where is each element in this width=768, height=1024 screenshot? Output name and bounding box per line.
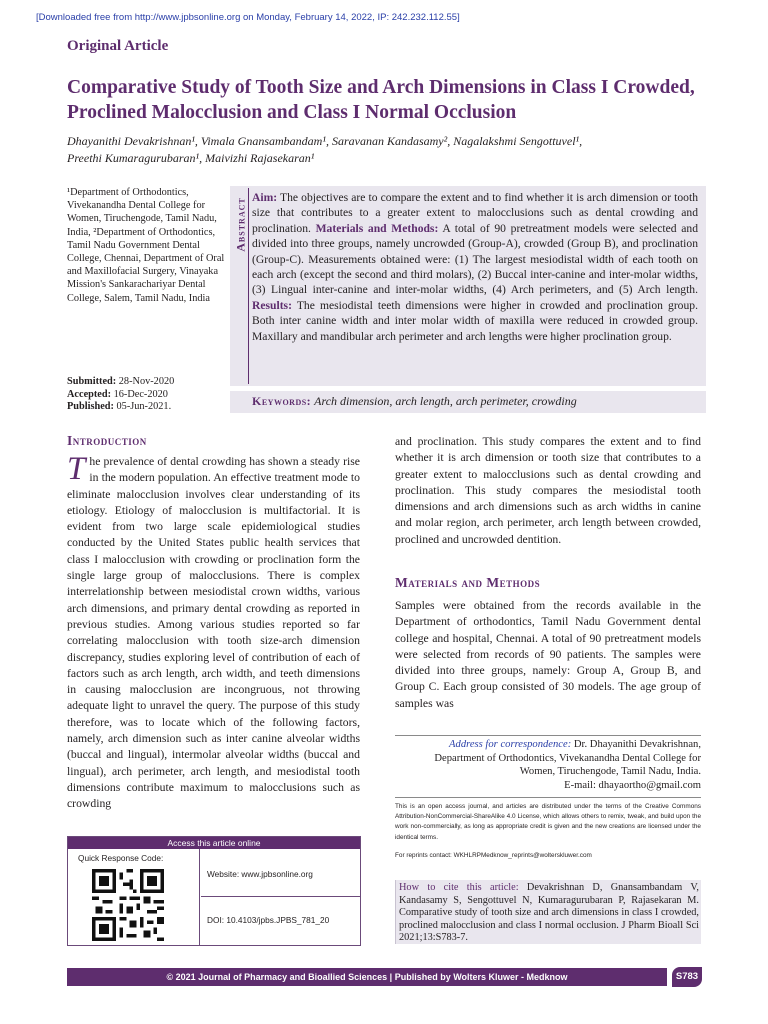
accepted-label: Accepted: [67, 388, 112, 400]
dropcap: T [67, 451, 86, 487]
qr-panel [68, 849, 200, 945]
qr-label: Quick Response Code: [78, 853, 164, 863]
correspondence [395, 735, 701, 792]
introduction-body [67, 451, 360, 813]
methods-label: Materials and Methods: [315, 221, 439, 235]
accepted-date: 16-Dec-2020 [113, 388, 168, 400]
keywords [252, 394, 577, 409]
correspondence-label: Address for correspondence: [449, 739, 572, 750]
license-notice: This is an open access journal, and articles are distributed under the terms of the Creative Commons Attribution-NonCommercial-ShareAlike 4.0 License, which allows others to remix, tweak, and build upon the work non-commercially, as long as appropriate credit is given and the new creations are licensed under the identical terms. [395, 797, 701, 843]
submitted-label: Submitted: [67, 376, 117, 387]
correspondence-line-1: Department of Orthodontics, Vivekanandha Dental College for [434, 752, 701, 764]
article-type: Original Article [67, 38, 169, 54]
results-text: The mesiodistal teeth dimensions were higher in crowded and proclination group. Both inter canine width and inter molar width of maxilla were reduced in crowded group. Maxillary and mandibular arch perimeter and arch lengths were higher proclination group. [252, 298, 698, 343]
published-date: 05-Jun-2021. [116, 401, 172, 413]
doi-panel [201, 898, 360, 945]
page-title: Comparative Study of Tooth Size and Arch Dimensions in Class I Crowded, Proclined Malocclusion and Class I Normal Occlusion [67, 77, 695, 123]
published-label: Published: [67, 401, 114, 413]
aim-label: Aim: [252, 191, 278, 204]
access-online-box [67, 836, 361, 946]
methods-text: A total of 90 pretreatment models were selected and divided into three groups, namely uncrowded (Group-A), crowded (Group B), and proclination (Group-C). Measurements obtained were: (1) The largest mesiodistal width of each tooth on each arch (except the second and third molars), (2) Buccal inter-canine and inter-molar widths, (3) Lingual inter-canine and inter-molar widths, (4) Arch perimeters, and (5) Arch length. [252, 221, 699, 297]
methods-body: Samples were obtained from the records available in the Department of orthodontics, Tamil Nadu Government dental college and hospital, Chennai. A total of 90 pretreatment models were selected from records of 90 patients. The samples were divided into three groups, namely: Group A, Group B, and Group C. Each group consisted of 30 models. The age group of samples was [395, 599, 701, 710]
aim-text: The objectives are to compare the extent and to find whether it is arch dimension or tooth size that contributes to a greater extent to malocclusions such as dental crowding and proclination. [252, 191, 698, 235]
download-notice: [Downloaded free from http://www.jpbsonline.org on Monday, February 14, 2022, IP: 242.232.112.55] [36, 12, 460, 23]
abstract-side-label: Abstract [233, 197, 248, 252]
cite-label: How to cite this article: [399, 882, 519, 893]
reprints-contact[interactable]: For reprints contact: WKHLRPMedknow_reprints@wolterskluwer.com [395, 852, 592, 859]
authors-line-1: Dhayanithi Devakrishnan¹, Vimala Gnansambandam¹, Saravanan Kandasamy², Nagalakshmi Sengottuvel¹, [67, 134, 583, 148]
qr-code-icon[interactable] [92, 869, 164, 941]
abstract-divider [248, 188, 249, 384]
abstract-text [252, 190, 698, 344]
methods-heading: Materials and Methods [395, 575, 541, 590]
keywords-label: Keywords: [252, 394, 312, 408]
affiliations: ¹Department of Orthodontics, Vivekanandha Dental College for Women, Tiruchengode, Tamil Nadu, India, ²Department of Orthodontics, Tamil Nadu Government Dental College, Chennai, Department of Oral and Maxillofacial Surgery, Vinayaka Mission's Sankarachariyar Dental College, Salem, Tamil Nadu, India [67, 187, 225, 304]
page-number: S783 [672, 967, 702, 987]
footer-bar: © 2021 Journal of Pharmacy and Bioallied Sciences | Published by Wolters Kluwer - Medknow [67, 968, 667, 986]
website-panel [201, 849, 360, 897]
introduction-heading: Introduction [67, 433, 147, 448]
correspondence-name: Dr. Dhayanithi Devakrishnan, [573, 739, 701, 750]
author-list [67, 133, 707, 167]
introduction-continued: and proclination. This study compares the extent and to find whether it is arch dimension or tooth size that contributes to a greater extent to malocclusions such as dental crowding and proclination. This study compares the mesiodistal tooth dimensions and arch dimensions such as arch widths in canine and molar region, arch perimeter, arch length between crowded, proclined and uncrowded dentition. [395, 435, 701, 546]
cite-text [399, 882, 699, 945]
website-link[interactable]: Website: www.jpbsonline.org [207, 869, 313, 879]
authors-line-2: Preethi Kumaragurubaran¹, Maivizhi Rajasekaran¹ [67, 151, 315, 165]
introduction-text: he prevalence of dental crowding has shown a steady rise in the modern population. An effective treatment mode to eliminate malocclusion involves clear understanding of its etiology. Etiology of malocclusion is multifactorial. It is evident from two large scale epidemiological studies conducted by the United States public health services that class I malocclusion with crowding or proclination form the single large group of malocclusions. There is complex interrelationship between mesiodistal crown widths, various arch dimensions, and primary dental crowding as reported in previous studies. Among various studies reported so far correlating malocclusion with tooth size-arch dimension discrepancy, studies exploring level of contribution of each of factors such as arch length, arch width, and teeth dimensions in causing malocclusion are incongruous, not throwing adequate light to unravel the query. The purpose of this study therefore, was to locate which of the following factors, namely, arch dimension such as inter canine alveolar widths (buccal and lingual), intermolar alveolar widths (buccal and lingual), arch perimeter, arch length, and mesiodistal tooth dimensions contribute maximum to malocclusions such as crowding [67, 455, 360, 811]
cite-body: Devakrishnan D, Gnansambandam V, Kandasamy S, Sengottuvel N, Kumaragurubaran P, Rajasekaran M. Comparative study of tooth size and arch dimensions in class I crowded, proclined malocclusion and class I normal occlusion. J Pharm Bioall Sci 2021;13:S783-7. [399, 882, 700, 944]
doi-link[interactable]: DOI: 10.4103/jpbs.JPBS_781_20 [207, 915, 330, 925]
correspondence-line-2: Women, Tiruchengode, Tamil Nadu, India. [519, 766, 701, 778]
correspondence-email[interactable]: E-mail: dhayaortho@gmail.com [564, 779, 701, 791]
access-header: Access this article online [68, 837, 360, 849]
keywords-value: Arch dimension, arch length, arch perimeter, crowding [314, 394, 577, 408]
results-label: Results: [252, 298, 292, 312]
article-dates [67, 376, 232, 414]
submitted-date: 28-Nov-2020 [118, 376, 175, 387]
